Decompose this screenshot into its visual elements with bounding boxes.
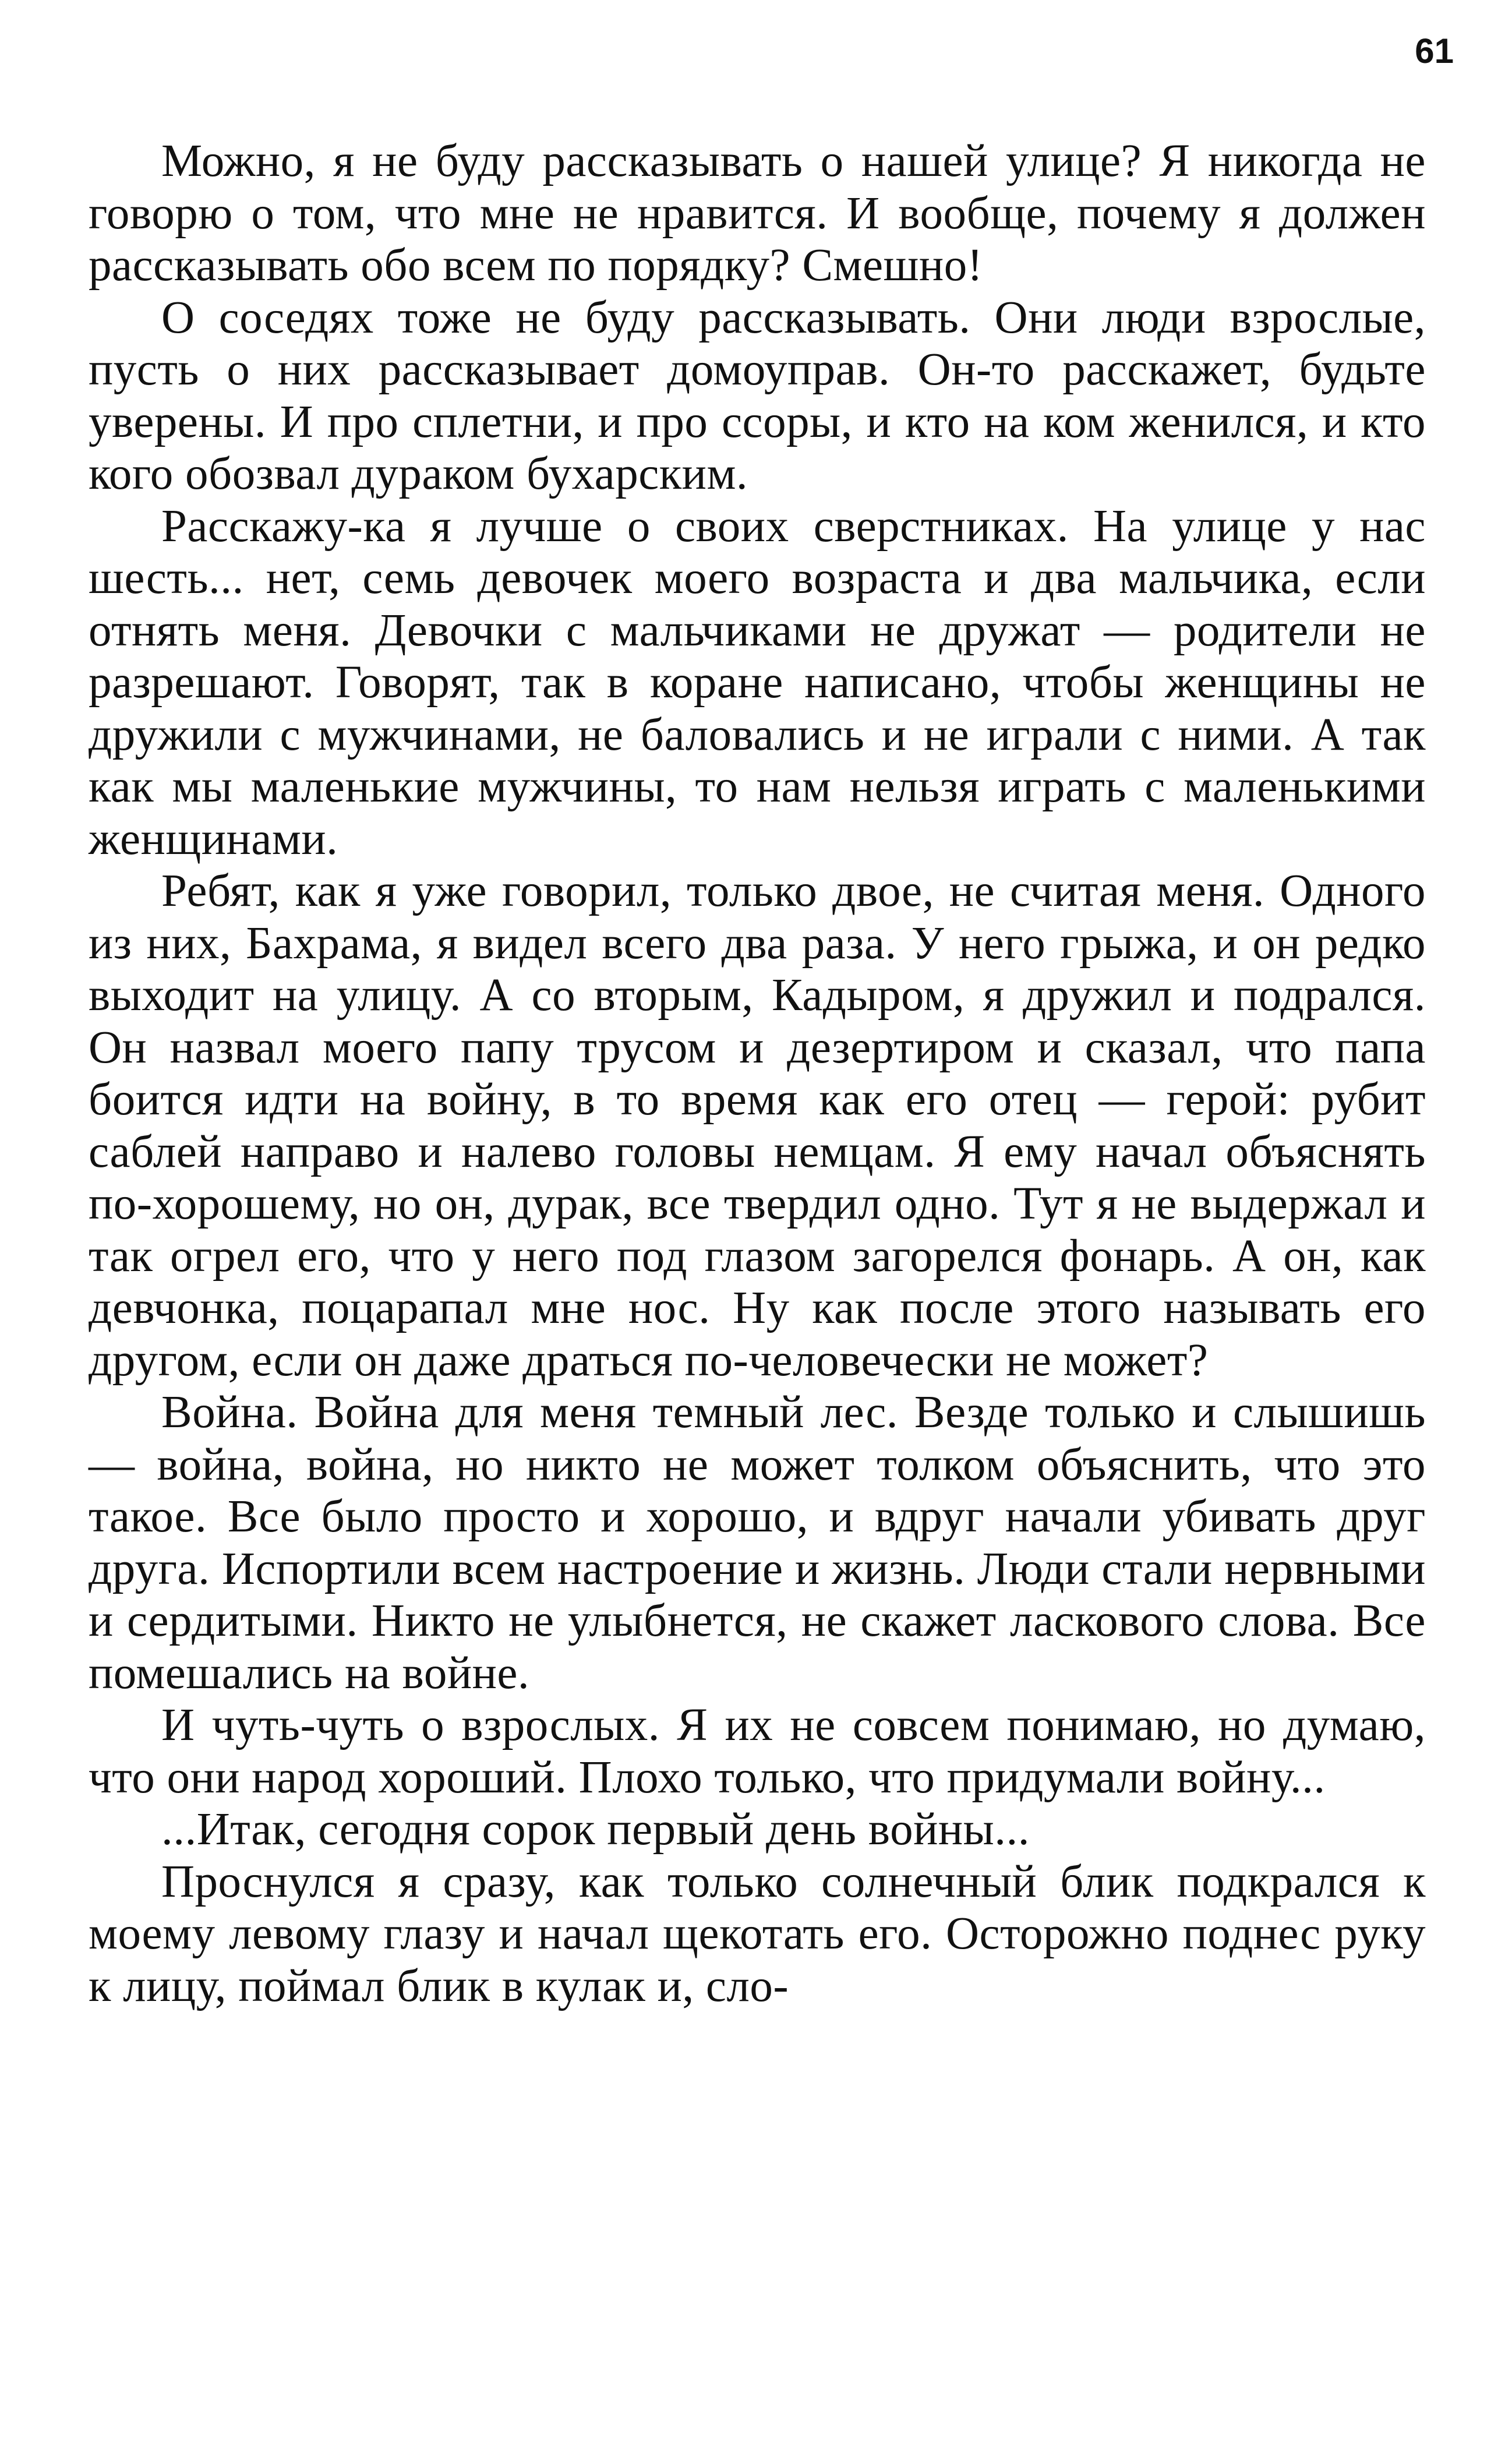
paragraph: Война. Война для меня темный лес. Везде только и слышишь — война, война, но никто не может толком объяснить, что это такое. Все было просто и хорошо, и вдруг начали убивать друг друга. Испортили всем настроение и жизнь. Люди стали нервными и сердитыми. Никто не улыбнется, не скажет ласкового слова. Все помешались на войне. <box>89 1387 1426 1699</box>
paragraph: Расскажу-ка я лучше о своих сверстниках. На улице у нас шесть... нет, семь девочек моего возраста и два мальчика, если отнять меня. Девочки с мальчиками не дружат — родители не разрешают. Говорят, так в коране написано, чтобы женщины не дружили с мужчинами, не баловались и не играли с ними. А так как мы маленькие мужчины, то нам нельзя играть с маленькими женщинами. <box>89 500 1426 864</box>
page-number: 61 <box>1415 31 1454 70</box>
paragraph: Ребят, как я уже говорил, только двое, не считая меня. Одного из них, Бахрама, я видел всего два раза. У него грыжа, и он редко выходит на улицу. А со вторым, Кадыром, я дружил и подрался. Он назвал моего папу трусом и дезертиром и сказал, что папа боится идти на войну, в то время как его отец — герой: рубит саблей направо и налево головы немцам. Я ему начал объяснять по-хорошему, но он, дурак, все твердил одно. Тут я не выдержал и так огрел его, что у него под глазом загорелся фонарь. А он, как девчонка, поцарапал мне нос. Ну как после этого называть его другом, если он даже драться по-человечески не может? <box>89 866 1426 1386</box>
paragraph: О соседях тоже не буду рассказывать. Они люди взрослые, пусть о них рассказывает домоуправ. Он-то расскажет, будьте уверены. И про сплетни, и про ссоры, и кто на ком женился, и кто кого обозвал дураком бухарским. <box>89 292 1426 499</box>
paragraph: Проснулся я сразу, как только солнечный блик подкрался к моему левому глазу и начал щекотать его. Осторожно поднес руку к лицу, поймал блик в кулак и, сло- <box>89 1856 1426 2011</box>
paragraph: И чуть-чуть о взрослых. Я их не совсем понимаю, но думаю, что они народ хороший. Плохо только, что придумали войну... <box>89 1700 1426 1803</box>
paragraph: Можно, я не буду рассказывать о нашей улице? Я никогда не говорю о том, что мне не нравится. И вообще, почему я должен рассказывать обо всем по порядку? Смешно! <box>89 136 1426 291</box>
book-text <box>89 135 1426 2012</box>
paragraph: ...Итак, сегодня сорок первый день войны... <box>161 1804 1030 1855</box>
